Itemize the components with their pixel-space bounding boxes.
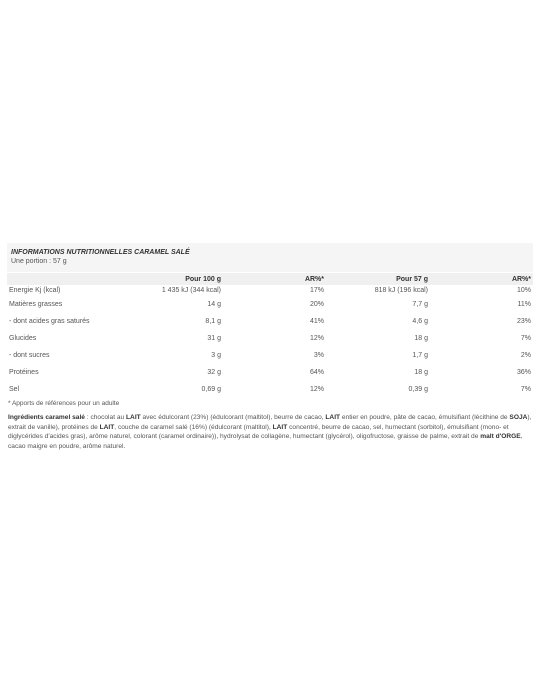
nutrient-label: Protéines (9, 369, 39, 376)
ar-per57: 7% (520, 386, 531, 393)
ar-per100: 3% (313, 352, 324, 359)
value-per57: 1,7 g (412, 352, 428, 359)
allergen-text: malt d'ORGE (480, 433, 521, 440)
value-per57: 7,7 g (412, 301, 428, 308)
reference-note: * Apports de références pour un adulte (8, 400, 120, 407)
value-per100: 0,69 g (201, 386, 221, 393)
column-header-per57: Pour 57 g (396, 275, 428, 283)
value-per100: 14 g (207, 301, 221, 308)
ar-per57: 23% (516, 318, 531, 325)
value-per100: 31 g (207, 335, 221, 342)
ingredient-text: avec édulcorant (23%) (édulcorant (maltitol), beurre de cacao, (140, 414, 326, 421)
value-per57: 4,6 g (412, 318, 428, 325)
nutrition-panel (7, 243, 533, 451)
ar-per100: 41% (309, 318, 324, 325)
ar-per57: 2% (520, 352, 531, 359)
ingredient-text: : chocolat au (84, 414, 127, 421)
allergen-text: LAIT (126, 414, 141, 421)
nutrient-label: Sel (9, 386, 20, 393)
ar-per100: 17% (309, 287, 324, 294)
value-per57: 818 kJ (196 kcal) (374, 287, 428, 294)
portion-size: Une portion : 57 g (11, 258, 67, 265)
table-header-row (7, 273, 533, 285)
ar-per57: 10% (516, 287, 531, 294)
ingredient-text: , cacao maigre en poudre, arôme naturel. (8, 433, 523, 450)
column-header-ar100: AR%* (304, 275, 324, 283)
table-row (7, 381, 533, 398)
ar-per57: 36% (516, 369, 531, 376)
ingredient-text: entier en poudre, pâte de cacao, émulsifiant (lécithine de (340, 414, 510, 421)
value-per100: 1 435 kJ (344 kcal) (161, 287, 221, 294)
ingredient-text: concentré, beurre de cacao, sel, humectant (sorbitol), émulsifiant (mono- et diglycérides d'acides gras), arôme naturel, colorant (caramel ordinaire)), hydrolysat de collagène, humectant (glycérol), oligofructose, graisse de palme, extrait de (8, 423, 509, 440)
ar-per100: 12% (309, 386, 324, 393)
table-row (7, 313, 533, 330)
column-header-ar57: AR%* (511, 275, 531, 283)
ar-per57: 7% (520, 335, 531, 342)
nutrient-label: Energie Kj (kcal) (9, 287, 61, 294)
column-header-label (7, 273, 151, 285)
allergen-text: LAIT (99, 423, 115, 431)
nutrition-header (7, 243, 533, 272)
table-row (7, 296, 533, 313)
allergen-text: LAIT (272, 423, 288, 431)
ingredient-text: , couche de caramel salé (16%) (édulcorant (maltitol), (114, 423, 273, 431)
ar-per57: 11% (517, 301, 531, 308)
ar-per100: 64% (309, 369, 324, 376)
table-row (7, 364, 533, 381)
value-per57: 0,39 g (408, 386, 428, 393)
value-per100: 32 g (207, 369, 221, 376)
value-per100: 8,1 g (205, 318, 221, 325)
column-header-per100: Pour 100 g (185, 275, 221, 283)
ingredients-text (7, 413, 536, 451)
ar-per100: 20% (309, 301, 324, 308)
nutrient-label: Matières grasses (9, 301, 63, 308)
table-row (7, 285, 533, 296)
table-row (7, 347, 533, 364)
value-per57: 18 g (414, 369, 428, 376)
nutrient-label: - dont acides gras saturés (9, 318, 90, 325)
nutrient-label: - dont sucres (9, 352, 50, 359)
allergen-text: LAIT (325, 414, 341, 421)
ar-per100: 12% (309, 335, 324, 342)
value-per100: 3 g (211, 352, 221, 359)
ingredient-text: ), extrait de vanille), protéines de (8, 414, 532, 431)
nutrition-table (7, 273, 533, 398)
ingredients-heading: Ingrédients caramel salé (8, 414, 85, 421)
nutrition-title: INFORMATIONS NUTRITIONNELLES CARAMEL SALÉ (11, 249, 190, 256)
nutrient-label: Glucides (9, 335, 37, 342)
value-per57: 18 g (414, 335, 428, 342)
allergen-text: SOJA (509, 414, 528, 421)
table-row (7, 330, 533, 347)
